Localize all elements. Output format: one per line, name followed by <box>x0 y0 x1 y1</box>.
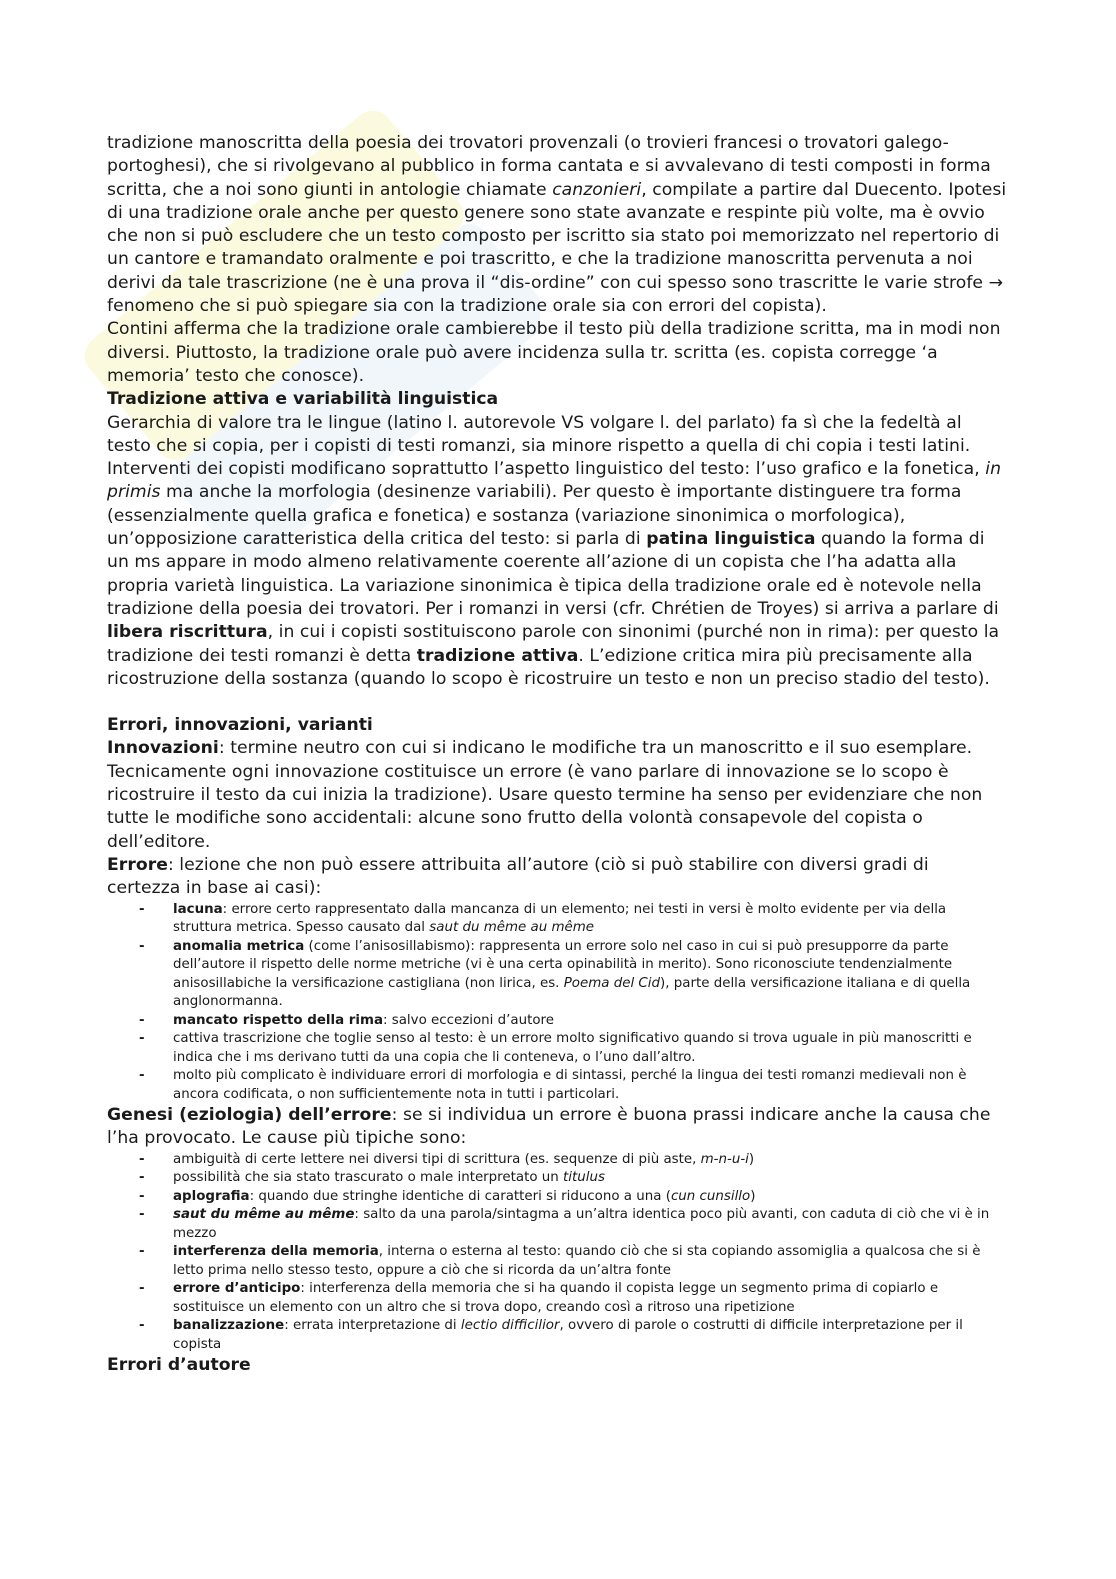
list-item: - ambiguità di certe lettere nei diversi tipi di scrittura (es. sequenze di più aste, m-n-u-i) <box>107 1151 1007 1170</box>
list-item: - aplografia: quando due stringhe identiche di caratteri si riducono a una (cun cunsillo) <box>107 1188 1007 1207</box>
intro-section <box>107 132 1007 901</box>
list-item: - banalizzazione: errata interpretazione di lectio difficilior, ovvero di parole o costrutti di difficile interpretazione per il copista <box>139 1318 963 1352</box>
section-heading: Errori d’autore <box>107 1355 251 1376</box>
list-item: - mancato rispetto della rima: salvo eccezioni d’autore <box>107 1012 1007 1031</box>
list-item: - possibilità che sia stato trascurato o male interpretato un titulus <box>107 1169 1007 1188</box>
bullet-dash: - <box>139 1068 145 1083</box>
paragraph: tradizione manoscritta della poesia dei trovatori provenzali (o trovieri francesi o trovatori galego-portoghesi), che si rivolgevano al pubblico in forma cantata e si avvalevano di testi composti in forma scritta, che a noi sono giunti in antologie chiamate canzonieri, compilate a partire dal Duecento. Ipotesi di una tradizione orale anche per questo genere sono state avanzate e respinte più volte, ma è ovvio che non si può escludere che un testo composto per iscritto sia stato poi memorizzato nel repertorio di un cantore e tramandato oralmente e poi trascritto, e che la tradizione manoscritta pervenuta a noi derivi da tale trascrizione (ne è una prova il “dis-ordine” con cui spesso sono trascritte le varie strofe → fenomeno che si può spiegare sia con la tradizione orale sia con errori del copista). <box>107 133 1007 317</box>
bullet-dash: - <box>139 1170 145 1186</box>
paragraph: Errore: lezione che non può essere attribuita all’autore (ciò si può stabilire con diversi gradi di certezza in base ai casi): <box>107 854 929 899</box>
bullet-dash: - <box>139 1281 145 1297</box>
paragraph: Genesi (eziologia) dell’errore: se si individua un errore è buona prassi indicare anche la causa che l’ha provocato. Le cause più tipiche sono: <box>107 1105 991 1149</box>
bullet-dash: - <box>139 1244 145 1260</box>
errore-list <box>107 901 1007 1105</box>
list-item: - cattiva trascrizione che toglie senso al testo: è un errore molto significativo quando si trova uguale in più manoscritti e indica che i ms derivano tutti da una copia che li conteneva, o l’uno dall’altro. <box>139 1031 972 1065</box>
list-item: - saut du même au même: salto da una parola/sintagma a un’altra identica poco più avanti, con caduta di ciò che vi è in mezzo <box>139 1207 990 1241</box>
section-heading: Errori, innovazioni, varianti <box>107 715 373 736</box>
bullet-dash: - <box>139 1151 145 1167</box>
paragraph: Innovazioni: termine neutro con cui si indicano le modifiche tra un manoscritto e il suo esemplare. Tecnicamente ogni innovazione costituisce un errore (è vano parlare di innovazione se lo scopo è ricostruire il testo da cui inizia la tradizione). Usare questo termine ha senso per evidenziare che non tutte le modifiche sono accidentali: alcune sono frutto della volontà consapevole del copista o dell’editore. <box>107 738 983 852</box>
bullet-dash: - <box>139 1207 145 1223</box>
bullet-dash: - <box>139 1012 145 1028</box>
paragraph: Contini afferma che la tradizione orale cambierebbe il testo più della tradizione scritta, ma in modi non diversi. Piuttosto, la tradizione orale può avere incidenza sulla tr. scritta (es. copista corregge ‘a memoria’ testo che conosce). <box>107 319 1001 386</box>
list-item: - interferenza della memoria, interna o esterna al testo: quando ciò che si sta copiando assomiglia a qualcosa che si è letto prima nello stesso testo, oppure a ciò che si ricorda da un’altra fonte <box>139 1244 981 1278</box>
document-page <box>107 132 1007 1377</box>
list-item: - errore d’anticipo: interferenza della memoria che si ha quando il copista legge un segmento prima di copiarlo e sostituisce un elemento con un altro che si trova dopo, creando così a ritroso una ripetizione <box>139 1281 939 1315</box>
list-item: - anomalia metrica (come l’anisosillabismo): rappresenta un errore solo nel caso in cui si può presupporre da parte dell’autore il rispetto delle norme metriche (vi è una certa opinabilità in merito). Sono riconosciute tendenzialmente anisosillabiche la versificazione castigliana (non lirica, es. Poema del Cid), parte della versificazione italiana e di quella anglonormanna. <box>139 938 971 1009</box>
genesi-list <box>107 1151 1007 1355</box>
bullet-dash: - <box>139 1031 145 1046</box>
list-item: - lacuna: errore certo rappresentato dalla mancanza di un elemento; nei testi in versi è molto evidente per via della struttura metrica. Spesso causato dal saut du même au même <box>139 901 947 935</box>
list-item: - molto più complicato è individuare errori di morfologia e di sintassi, perché la lingua dei testi romanzi medievali non è ancora codificata, o non sufficientemente nota in tutti i particolari. <box>139 1068 967 1102</box>
section-heading: Tradizione attiva e variabilità linguistica <box>107 389 499 410</box>
bullet-dash: - <box>139 1188 145 1204</box>
bullet-dash: - <box>139 901 145 917</box>
bullet-dash: - <box>139 938 145 954</box>
bullet-dash: - <box>139 1318 145 1334</box>
paragraph: Gerarchia di valore tra le lingue (latino l. autorevole VS volgare l. del parlato) fa sì che la fedeltà al testo che si copia, per i copisti di testi romanzi, sia minore rispetto a quella di chi copia i testi latini. Interventi dei copisti modificano soprattutto l’aspetto linguistico del testo: l’uso grafico e la fonetica, in primis ma anche la morfologia (desinenze variabili). Per questo è importante distinguere tra forma (essenzialmente quella grafica e fonetica) e sostanza (variazione sinonimica o morfologica), un’opposizione caratteristica della critica del testo: si parla di patina linguistica quando la forma di un ms appare in modo almeno relativamente coerente all’azione di un copista che l’ha adatta alla propria varietà linguistica. La variazione sinonimica è tipica della tradizione orale ed è notevole nella tradizione della poesia dei trovatori. Per i romanzi in versi (cfr. Chrétien de Troyes) si arriva a parlare di libera riscrittura, in cui i copisti sostituiscono parole con sinonimi (purché non in rima): per questo la tradizione dei testi romanzi è detta tradizione attiva. L’edizione critica mira più precisamente alla ricostruzione della sostanza (quando lo scopo è ricostruire un testo e non un preciso stadio del testo). <box>107 412 1002 689</box>
